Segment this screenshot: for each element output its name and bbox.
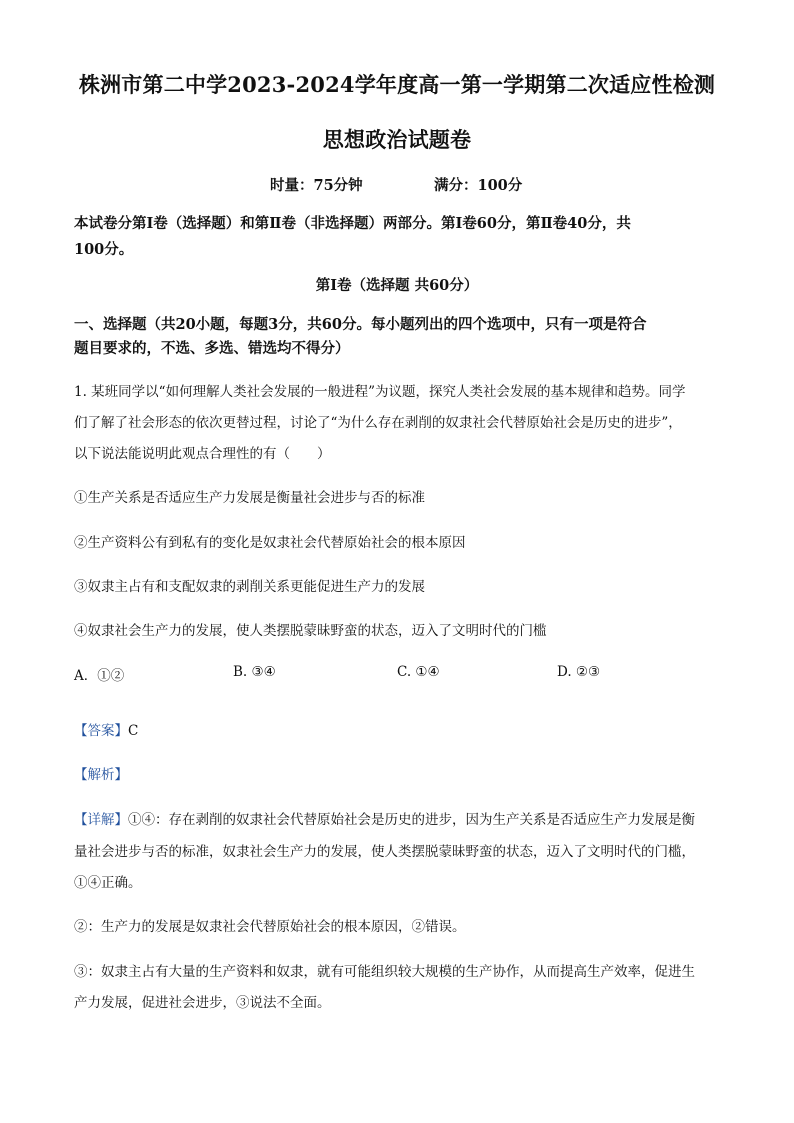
statement-4: ④奴隶社会生产力的发展，使人类摆脱蒙昧野蛮的状态，迈入了文明时代的门槛 xyxy=(74,623,547,639)
exam-subject-title: 思想政治试题卷 xyxy=(322,127,472,152)
detail-label: 【详解】 xyxy=(74,812,128,828)
section-instructions-line-2: 题目要求的，不选、多选、错选均不得分） xyxy=(74,340,350,357)
answer-line xyxy=(74,719,138,739)
intro-line-2: 100分。 xyxy=(74,241,134,258)
exam-title: 株洲市第二中学2023-2024学年度高一第一学期第二次适应性检测 xyxy=(78,72,716,97)
section-heading: 第Ⅰ卷（选择题 共60分） xyxy=(315,277,479,294)
question-stem-line-3: 以下说法能说明此观点合理性的有（ ） xyxy=(74,446,331,462)
exam-score: 满分：100分 xyxy=(434,177,523,194)
detail-paragraph-3-line-2: 产力发展，促进社会进步，③说法不全面。 xyxy=(74,995,331,1011)
option-d: D. ②③ xyxy=(557,664,601,680)
answer-value: C xyxy=(128,723,139,739)
statement-2: ②生产资料公有到私有的变化是奴隶社会代替原始社会的根本原因 xyxy=(74,535,466,551)
intro-line-1: 本试卷分第Ⅰ卷（选择题）和第Ⅱ卷（非选择题）两部分。第Ⅰ卷60分，第Ⅱ卷40分，共 xyxy=(74,215,631,232)
option-c: C. ①④ xyxy=(397,664,440,680)
detail-line-3: ①④正确。 xyxy=(74,875,142,891)
detail-line-1 xyxy=(74,808,695,828)
detail-line-2: 量社会进步与否的标准，奴隶社会生产力的发展，使人类摆脱蒙昧野蛮的状态，迈入了文明时代的门槛， xyxy=(74,844,695,860)
question-stem-line-1: 1. 某班同学以“如何理解人类社会发展的一般进程”为议题，探究人类社会发展的基本规律和趋势。同学 xyxy=(74,384,686,400)
detail-line-1-text: ①④：存在剥削的奴隶社会代替原始社会是历史的进步，因为生产关系是否适应生产力发展是衡 xyxy=(128,812,695,828)
statement-1: ①生产关系是否适应生产力发展是衡量社会进步与否的标准 xyxy=(74,490,425,506)
detail-paragraph-2: ②：生产力的发展是奴隶社会代替原始社会的根本原因，②错误。 xyxy=(74,919,466,935)
option-b: B. ③④ xyxy=(233,664,276,680)
option-a: A．①② xyxy=(74,668,125,684)
detail-paragraph-3-line-1: ③：奴隶主占有大量的生产资料和奴隶，就有可能组织较大规模的生产协作，从而提高生产效率，促进生 xyxy=(74,964,695,980)
section-instructions-line-1: 一、选择题（共20小题，每题3分，共60分。每小题列出的四个选项中，只有一项是符合 xyxy=(74,316,647,333)
question-stem-line-2: 们了解了社会形态的依次更替过程，讨论了“为什么存在剥削的奴隶社会代替原始社会是历史的进步”， xyxy=(74,415,682,431)
exam-time: 时量：75分钟 xyxy=(270,177,363,194)
statement-3: ③奴隶主占有和支配奴隶的剥削关系更能促进生产力的发展 xyxy=(74,579,425,595)
answer-label: 【答案】 xyxy=(74,723,128,739)
analysis-label: 【解析】 xyxy=(74,767,128,783)
